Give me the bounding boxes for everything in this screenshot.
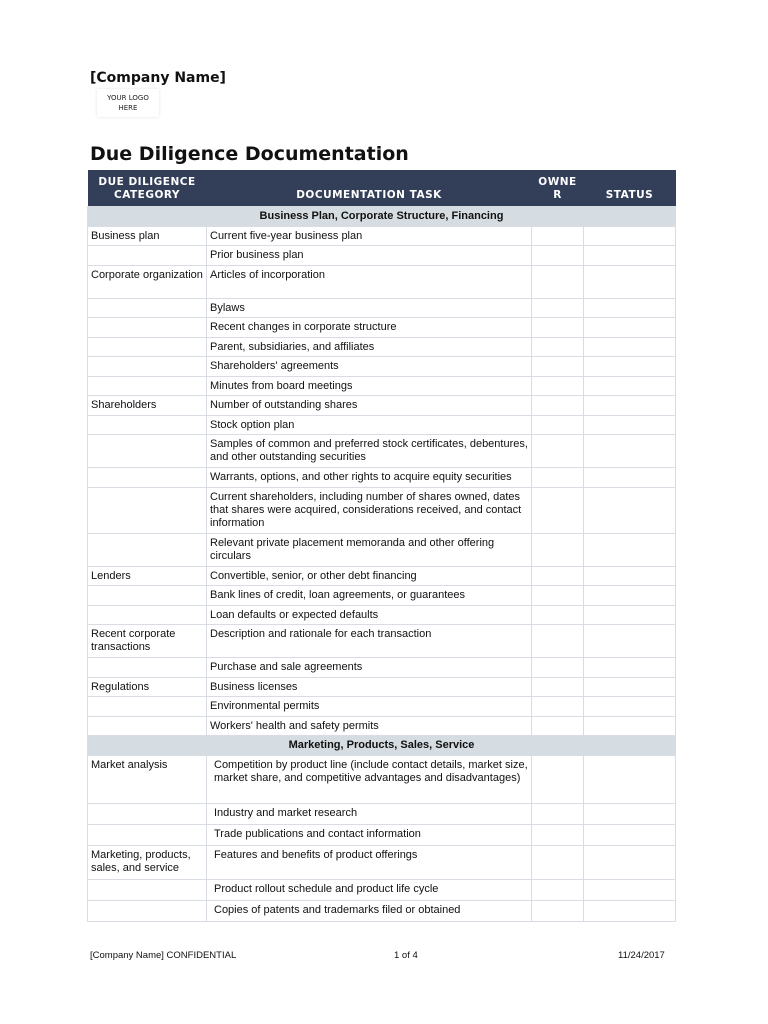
- table-row: [88, 265, 676, 298]
- owner-cell[interactable]: [532, 566, 584, 586]
- owner-cell[interactable]: [532, 880, 584, 901]
- status-cell[interactable]: [584, 825, 676, 846]
- task-cell: Bylaws: [207, 298, 532, 318]
- category-cell: Market analysis: [88, 756, 207, 804]
- owner-cell[interactable]: [532, 468, 584, 488]
- section-header-row: [88, 206, 676, 226]
- column-header-owner: [532, 170, 584, 206]
- table-row: [88, 246, 676, 266]
- owner-cell[interactable]: [532, 337, 584, 357]
- table-row: [88, 880, 676, 901]
- status-cell[interactable]: [584, 658, 676, 678]
- logo-text-line2: HERE: [118, 104, 138, 112]
- task-cell: Trade publications and contact information: [207, 825, 532, 846]
- owner-cell[interactable]: [532, 756, 584, 804]
- category-cell: [88, 880, 207, 901]
- status-cell[interactable]: [584, 804, 676, 825]
- table-row: [88, 825, 676, 846]
- owner-cell[interactable]: [532, 804, 584, 825]
- category-cell: [88, 435, 207, 468]
- table-row: [88, 677, 676, 697]
- column-header-task: DOCUMENTATION TASK: [207, 170, 532, 206]
- status-cell[interactable]: [584, 246, 676, 266]
- table-row: [88, 605, 676, 625]
- table-row: [88, 318, 676, 338]
- status-cell[interactable]: [584, 586, 676, 606]
- document-title: Due Diligence Documentation: [90, 143, 409, 165]
- owner-cell[interactable]: [532, 265, 584, 298]
- owner-cell[interactable]: [532, 487, 584, 533]
- status-cell[interactable]: [584, 487, 676, 533]
- table-row: [88, 804, 676, 825]
- category-cell: [88, 533, 207, 566]
- task-cell: Business licenses: [207, 677, 532, 697]
- task-cell: Current five-year business plan: [207, 226, 532, 246]
- category-cell: [88, 586, 207, 606]
- table-row: [88, 625, 676, 658]
- owner-cell[interactable]: [532, 246, 584, 266]
- status-cell[interactable]: [584, 533, 676, 566]
- status-cell[interactable]: [584, 716, 676, 736]
- status-cell[interactable]: [584, 298, 676, 318]
- owner-cell[interactable]: [532, 825, 584, 846]
- task-cell: Minutes from board meetings: [207, 376, 532, 396]
- category-cell: Marketing, products, sales, and service: [88, 846, 207, 880]
- owner-cell[interactable]: [532, 226, 584, 246]
- task-cell: Industry and market research: [207, 804, 532, 825]
- status-cell[interactable]: [584, 337, 676, 357]
- status-cell[interactable]: [584, 880, 676, 901]
- due-diligence-table: [87, 170, 676, 922]
- category-cell: [88, 487, 207, 533]
- footer-date: 11/24/2017: [618, 950, 665, 961]
- category-cell: Shareholders: [88, 396, 207, 416]
- task-cell: Parent, subsidiaries, and affiliates: [207, 337, 532, 357]
- table-row: [88, 376, 676, 396]
- category-cell: [88, 697, 207, 717]
- logo-text-line1: YOUR LOGO: [107, 94, 149, 102]
- category-cell: [88, 605, 207, 625]
- status-cell[interactable]: [584, 376, 676, 396]
- task-cell: Stock option plan: [207, 415, 532, 435]
- table-row: [88, 846, 676, 880]
- column-header-category-line1: DUE DILIGENCE: [98, 175, 196, 188]
- status-cell[interactable]: [584, 265, 676, 298]
- task-cell: Product rollout schedule and product life cycle: [207, 880, 532, 901]
- task-cell: Loan defaults or expected defaults: [207, 605, 532, 625]
- column-header-owner-line1: OWNE: [538, 175, 577, 188]
- category-cell: [88, 298, 207, 318]
- owner-cell[interactable]: [532, 435, 584, 468]
- category-cell: Business plan: [88, 226, 207, 246]
- category-cell: [88, 357, 207, 377]
- owner-cell[interactable]: [532, 716, 584, 736]
- table-row: [88, 716, 676, 736]
- task-cell: Current shareholders, including number of shares owned, dates that shares were acquired, considerations received, and contact information: [207, 487, 532, 533]
- table-row: [88, 487, 676, 533]
- table-row: [88, 533, 676, 566]
- task-cell: Bank lines of credit, loan agreements, or guarantees: [207, 586, 532, 606]
- table-row: [88, 226, 676, 246]
- table-row: [88, 901, 676, 922]
- task-cell: Features and benefits of product offerings: [207, 846, 532, 880]
- task-cell: Convertible, senior, or other debt financing: [207, 566, 532, 586]
- status-cell[interactable]: [584, 396, 676, 416]
- task-cell: Copies of patents and trademarks filed or obtained: [207, 901, 532, 922]
- task-cell: Workers' health and safety permits: [207, 716, 532, 736]
- owner-cell[interactable]: [532, 298, 584, 318]
- table-row: [88, 468, 676, 488]
- table-row: [88, 357, 676, 377]
- task-cell: Recent changes in corporate structure: [207, 318, 532, 338]
- category-cell: [88, 825, 207, 846]
- owner-cell[interactable]: [532, 318, 584, 338]
- owner-cell[interactable]: [532, 901, 584, 922]
- column-header-category: [88, 170, 207, 206]
- section-title: Business Plan, Corporate Structure, Financing: [88, 206, 676, 226]
- table-row: [88, 337, 676, 357]
- task-cell: Environmental permits: [207, 697, 532, 717]
- section-title: Marketing, Products, Sales, Service: [88, 736, 676, 756]
- status-cell[interactable]: [584, 435, 676, 468]
- footer-confidential: [Company Name] CONFIDENTIAL: [90, 950, 237, 961]
- category-cell: [88, 246, 207, 266]
- owner-cell[interactable]: [532, 605, 584, 625]
- table-row: [88, 396, 676, 416]
- task-cell: Purchase and sale agreements: [207, 658, 532, 678]
- table-row: [88, 298, 676, 318]
- owner-cell[interactable]: [532, 586, 584, 606]
- owner-cell[interactable]: [532, 533, 584, 566]
- owner-cell[interactable]: [532, 677, 584, 697]
- table-row: [88, 658, 676, 678]
- task-cell: Competition by product line (include contact details, market size, market share, and competitive advantages and disadvantages): [207, 756, 532, 804]
- category-cell: Lenders: [88, 566, 207, 586]
- footer-page-number: 1 of 4: [394, 950, 418, 961]
- category-cell: [88, 716, 207, 736]
- owner-cell[interactable]: [532, 396, 584, 416]
- task-cell: Articles of incorporation: [207, 265, 532, 298]
- status-cell[interactable]: [584, 605, 676, 625]
- table-row: [88, 566, 676, 586]
- status-cell[interactable]: [584, 697, 676, 717]
- status-cell[interactable]: [584, 357, 676, 377]
- owner-cell[interactable]: [532, 658, 584, 678]
- status-cell[interactable]: [584, 901, 676, 922]
- company-name: [Company Name]: [90, 70, 226, 86]
- category-cell: [88, 658, 207, 678]
- table-row: [88, 586, 676, 606]
- task-cell: Description and rationale for each transaction: [207, 625, 532, 658]
- status-cell[interactable]: [584, 318, 676, 338]
- owner-cell[interactable]: [532, 357, 584, 377]
- status-cell[interactable]: [584, 566, 676, 586]
- category-cell: [88, 468, 207, 488]
- task-cell: Samples of common and preferred stock certificates, debentures, and other outstanding securities: [207, 435, 532, 468]
- category-cell: [88, 376, 207, 396]
- status-cell[interactable]: [584, 677, 676, 697]
- status-cell[interactable]: [584, 468, 676, 488]
- task-cell: Relevant private placement memoranda and other offering circulars: [207, 533, 532, 566]
- category-cell: Recent corporate transactions: [88, 625, 207, 658]
- category-cell: [88, 804, 207, 825]
- table-row: [88, 697, 676, 717]
- category-cell: [88, 901, 207, 922]
- owner-cell[interactable]: [532, 846, 584, 880]
- task-cell: Number of outstanding shares: [207, 396, 532, 416]
- table-header-row: [88, 170, 676, 206]
- status-cell[interactable]: [584, 625, 676, 658]
- owner-cell[interactable]: [532, 625, 584, 658]
- table-row: [88, 435, 676, 468]
- column-header-owner-line2: R: [553, 188, 562, 201]
- category-cell: [88, 337, 207, 357]
- logo-placeholder: [97, 89, 159, 117]
- status-cell[interactable]: [584, 226, 676, 246]
- table-row: [88, 415, 676, 435]
- category-cell: [88, 415, 207, 435]
- category-cell: Corporate organization: [88, 265, 207, 298]
- table-row: [88, 756, 676, 804]
- section-header-row: [88, 736, 676, 756]
- task-cell: Warrants, options, and other rights to acquire equity securities: [207, 468, 532, 488]
- category-cell: [88, 318, 207, 338]
- owner-cell[interactable]: [532, 415, 584, 435]
- owner-cell[interactable]: [532, 697, 584, 717]
- task-cell: Shareholders' agreements: [207, 357, 532, 377]
- column-header-status: STATUS: [584, 170, 676, 206]
- owner-cell[interactable]: [532, 376, 584, 396]
- task-cell: Prior business plan: [207, 246, 532, 266]
- status-cell[interactable]: [584, 756, 676, 804]
- category-cell: Regulations: [88, 677, 207, 697]
- column-header-category-line2: CATEGORY: [113, 188, 180, 201]
- status-cell[interactable]: [584, 846, 676, 880]
- status-cell[interactable]: [584, 415, 676, 435]
